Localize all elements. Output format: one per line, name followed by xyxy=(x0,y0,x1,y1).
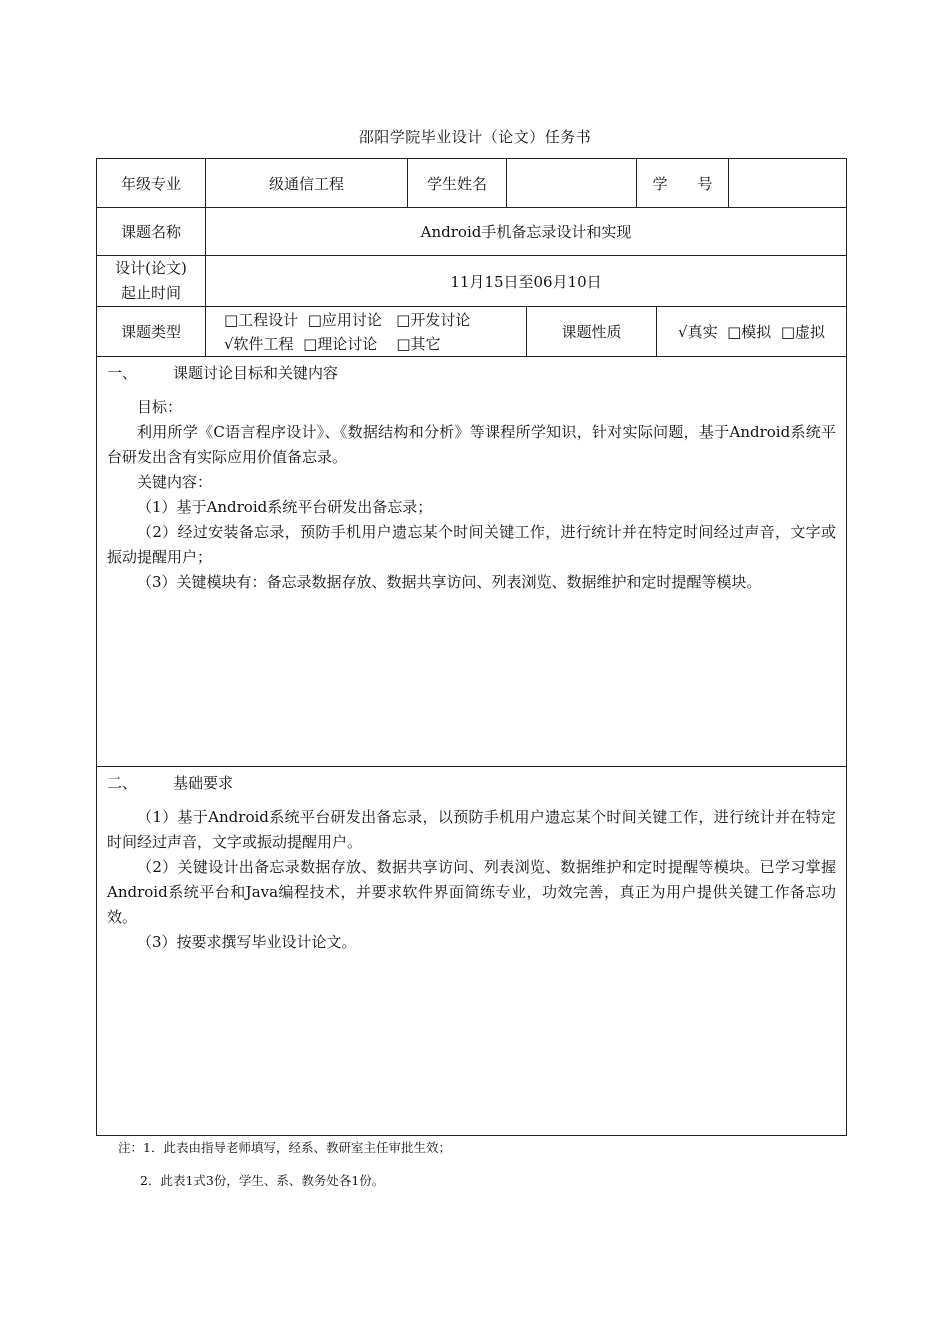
requirement-item-2: （2）关键设计出备忘录数据存放、数据共享访问、列表浏览、数据维护和定时提醒等模块。已学习掌握Android系统平台和Java编程技术，并要求软件界面简练专业，功效完善，真正为用户提供关键工作备忘功效。 xyxy=(107,858,837,926)
type-label: 课题类型 xyxy=(97,307,206,357)
requirement-item-3: （3）按要求撰写毕业设计论文。 xyxy=(137,933,357,951)
student-id-label: 学 号 xyxy=(637,159,729,208)
period-value: 11月15日至06月10日 xyxy=(206,256,847,307)
topic-value: Android手机备忘录设计和实现 xyxy=(206,208,847,256)
student-name-value xyxy=(507,159,637,208)
requirement-item-1: （1）基于Android系统平台研发出备忘录，以预防手机用户遗忘某个时间关键工作，进行统计并在特定时间经过声音，文字或振动提醒用户。 xyxy=(107,808,837,851)
goal-label: 目标： xyxy=(137,398,183,416)
section-1-body xyxy=(107,395,836,595)
content-item-2: （2）经过安装备忘录，预防手机用户遗忘某个时间关键工作，进行统计并在特定时间经过声音，文字或振动提醒用户； xyxy=(107,523,837,566)
nature-options: √真实 □模拟 □虚拟 xyxy=(657,307,847,357)
row-topic xyxy=(97,208,847,256)
grade-label: 年级专业 xyxy=(97,159,206,208)
document-title: 邵阳学院毕业设计（论文）任务书 xyxy=(358,128,592,146)
footnote-2: 2．此表1式3份，学生、系、教务处各1份。 xyxy=(140,1173,385,1188)
section-1-title: 课题讨论目标和关键内容 xyxy=(173,364,339,382)
footnote-1: 注：1．此表由指导老师填写，经系、教研室主任审批生效； xyxy=(118,1140,451,1155)
grade-value: 级通信工程 xyxy=(206,159,408,208)
content-item-1: （1）基于Android系统平台研发出备忘录； xyxy=(137,498,433,516)
section-goals xyxy=(97,357,847,767)
task-form-table xyxy=(96,158,847,1136)
topic-label: 课题名称 xyxy=(97,208,206,256)
type-options-line1: □工程设计 □应用讨论 □开发讨论 xyxy=(224,310,471,329)
period-label-line2: 起止时间 xyxy=(120,284,181,302)
student-id-value xyxy=(729,159,847,208)
type-options xyxy=(206,307,527,357)
row-section-2 xyxy=(97,767,847,1136)
period-label-line1: 设计(论文) xyxy=(115,259,187,277)
section-1-heading xyxy=(107,361,846,385)
section-2-title: 基础要求 xyxy=(173,774,234,792)
student-name-label: 学生姓名 xyxy=(408,159,507,208)
nature-label: 课题性质 xyxy=(527,307,657,357)
row-period xyxy=(97,256,847,307)
row-section-1 xyxy=(97,357,847,767)
period-label xyxy=(97,256,206,307)
content-label: 关键内容： xyxy=(137,473,213,491)
type-options-line2: √软件工程 □理论讨论 □其它 xyxy=(224,334,441,353)
goal-text: 利用所学《C语言程序设计》、《数据结构和分析》等课程所学知识，针对实际问题，基于Android系统平台研发出含有实际应用价值备忘录。 xyxy=(107,423,837,466)
row-type xyxy=(97,307,847,357)
section-requirements xyxy=(97,767,847,1136)
section-2-body xyxy=(107,805,836,955)
section-2-heading xyxy=(107,771,846,795)
section-1-number: 一、 xyxy=(107,364,138,382)
row-grade xyxy=(97,159,847,208)
content-item-3: （3）关键模块有：备忘录数据存放、数据共享访问、列表浏览、数据维护和定时提醒等模块。 xyxy=(137,573,762,591)
section-2-number: 二、 xyxy=(107,774,138,792)
